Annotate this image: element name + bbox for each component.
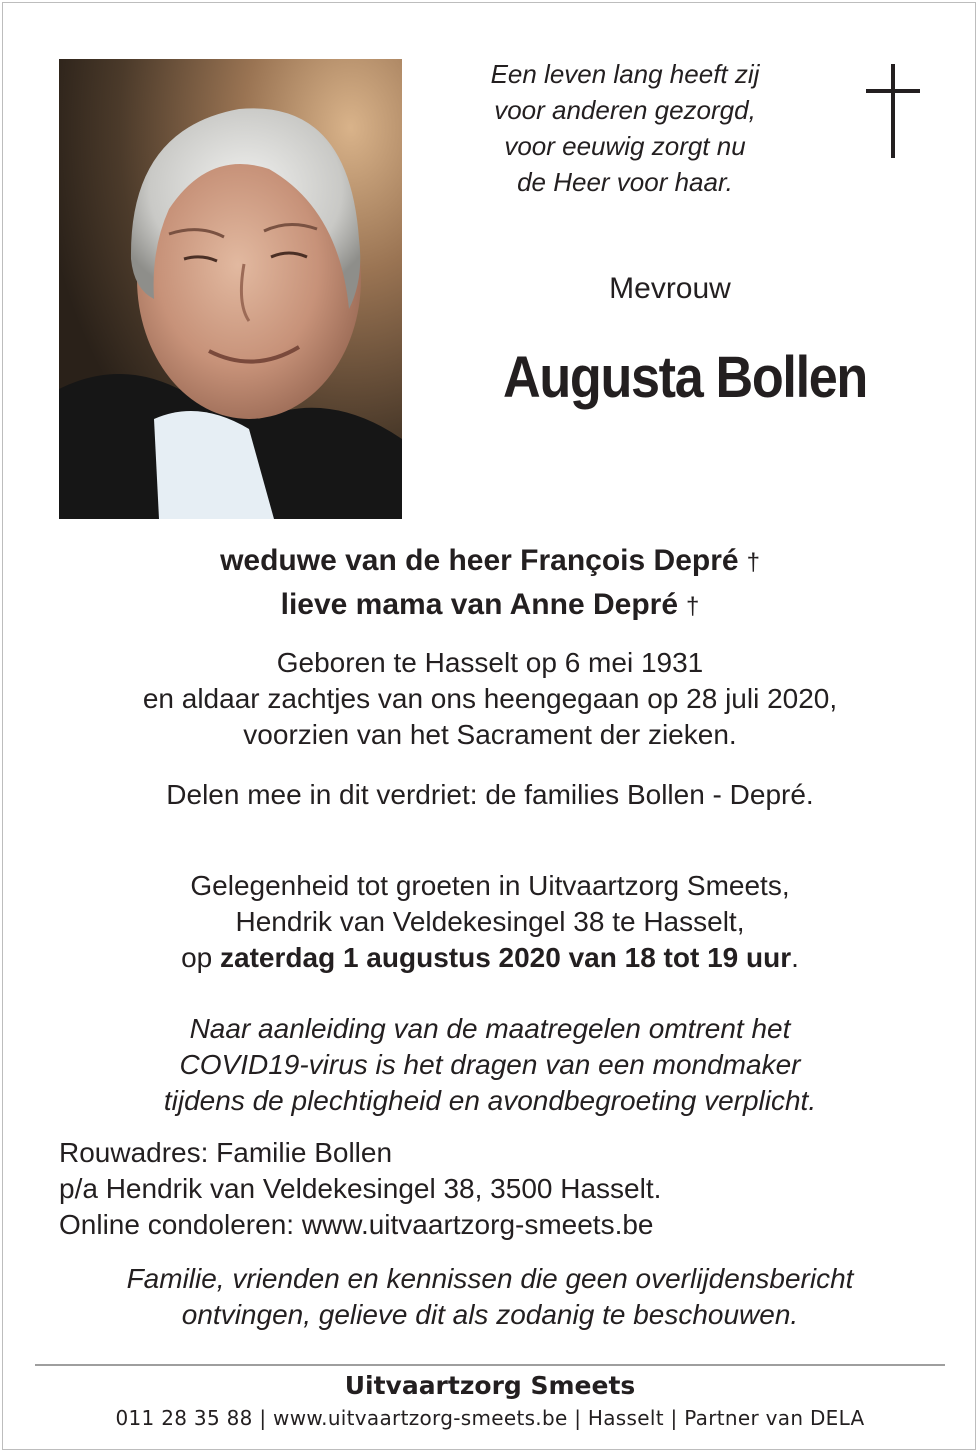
- covid-line: tijdens de plechtigheid en avondbegroeting verplicht.: [163, 1085, 817, 1116]
- relation-text: lieve mama van Anne Depré: [280, 588, 679, 621]
- relation-text: weduwe van de heer François Depré: [220, 544, 739, 577]
- relation-line: [0, 540, 980, 584]
- poem-line: voor eeuwig zorgt nu: [504, 131, 746, 161]
- funeral-home-contact: 011 28 35 88 | www.uitvaartzorg-smeets.be | Hasselt | Partner van DELA: [115, 1406, 865, 1430]
- death-line: en aldaar zachtjes van ons heengegaan op 28 juli 2020,: [142, 683, 838, 714]
- birth-death-block: [0, 645, 980, 753]
- address-street: p/a Hendrik van Veldekesingel 38, 3500 Hasselt.: [59, 1173, 662, 1204]
- covid-line: COVID19-virus is het dragen van een mondmaker: [179, 1049, 801, 1080]
- cross-horizontal-bar: [866, 89, 920, 93]
- cross-vertical-bar: [891, 64, 895, 158]
- funeral-home-name: Uitvaartzorg Smeets: [344, 1371, 636, 1400]
- footer-divider: [35, 1364, 945, 1366]
- portrait-illustration: [59, 59, 402, 519]
- memorial-poem: [440, 56, 810, 200]
- condolence-link[interactable]: Online condoleren: www.uitvaartzorg-smeets.be: [59, 1209, 654, 1240]
- visitation-time: [0, 940, 980, 976]
- visitation-datetime: zaterdag 1 augustus 2020 van 18 tot 19 uur: [220, 942, 792, 973]
- deceased-name: Augusta Bollen: [503, 345, 867, 410]
- sacrament-line: voorzien van het Sacrament der zieken.: [243, 719, 737, 750]
- honorific-title: Mevrouw: [609, 272, 731, 305]
- notice-line: ontvingen, gelieve dit als zodanig te beschouwen.: [181, 1299, 799, 1330]
- visitation-prefix: op: [181, 942, 221, 973]
- relation-line: [0, 584, 980, 628]
- poem-line: Een leven lang heeft zij: [490, 59, 760, 89]
- visitation-location: Gelegenheid tot groeten in Uitvaartzorg Smeets,: [190, 870, 790, 901]
- covid-line: Naar aanleiding van de maatregelen omtrent het: [189, 1013, 791, 1044]
- poem-line: de Heer voor haar.: [517, 167, 733, 197]
- relations-block: [0, 540, 980, 628]
- portrait-photo: [59, 59, 402, 519]
- visitation-address: Hendrik van Veldekesingel 38 te Hasselt,: [235, 906, 745, 937]
- dagger-icon: †: [746, 549, 760, 576]
- visitation-block: [0, 868, 980, 976]
- dagger-icon: †: [686, 593, 700, 620]
- covid-notice: [0, 1011, 980, 1119]
- birth-line: Geboren te Hasselt op 6 mei 1931: [276, 647, 704, 678]
- mourning-address: [59, 1135, 661, 1243]
- poem-line: voor anderen gezorgd,: [494, 95, 756, 125]
- visitation-suffix: .: [791, 942, 799, 973]
- latin-cross-icon: [866, 64, 920, 158]
- notice-line: Familie, vrienden en kennissen die geen overlijdensbericht: [126, 1263, 854, 1294]
- family-share-line: Delen mee in dit verdriet: de families Bollen - Depré.: [166, 779, 814, 810]
- address-name: Rouwadres: Familie Bollen: [59, 1137, 393, 1168]
- general-notice: [0, 1261, 980, 1333]
